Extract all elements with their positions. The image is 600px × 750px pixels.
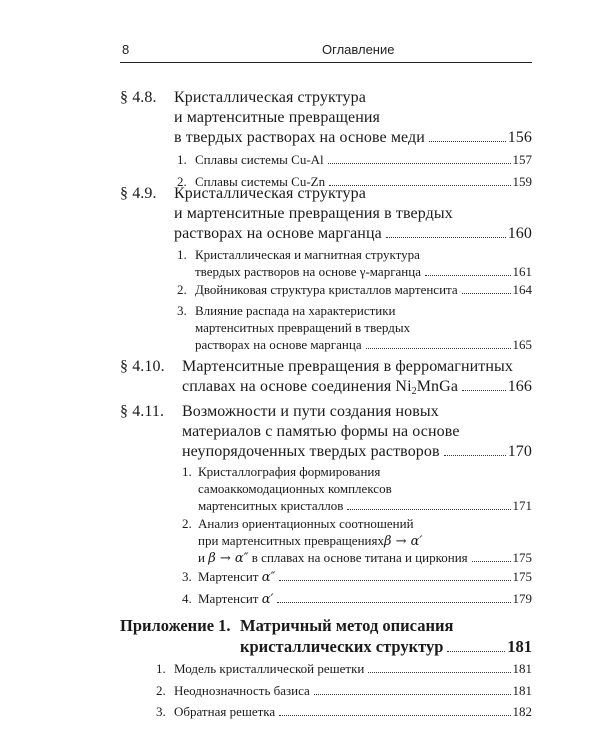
page-ref: 175 (512, 569, 532, 584)
toc-entry-4-8[interactable] (174, 128, 532, 148)
page-ref: 160 (507, 225, 532, 242)
page-ref: 175 (512, 550, 532, 565)
toc-entry-4-10[interactable] (182, 377, 532, 402)
toc-entry-appendix-1-2[interactable] (174, 681, 532, 701)
item-number: 1. (156, 661, 166, 676)
toc-entry-4-9-1[interactable] (195, 262, 532, 282)
leader-dots (279, 715, 510, 716)
item-number: 2. (182, 516, 192, 531)
item-number: 1. (177, 152, 187, 167)
item-title-line-1: Влияние распада на характеристики (195, 303, 396, 318)
item-title-line-3: и β → α″ в сплавах на основе титана и циркония (198, 550, 468, 566)
item-title: Модель кристаллической решетки (174, 661, 365, 676)
leader-dots (366, 348, 511, 349)
page-ref: 164 (512, 282, 532, 297)
toc-entry-appendix-1[interactable] (240, 637, 532, 657)
appendix-1-title-line-2: кристаллических структур (240, 637, 444, 656)
section-4-9-title-line-2: и мартенситные превращения в твердых (174, 205, 453, 222)
item-title-line-1: Анализ ориентационных соотношений (198, 516, 414, 531)
toc-entry-4-9-2[interactable] (195, 280, 532, 300)
leader-dots (462, 390, 506, 391)
item-title: Мартенсит α″ (198, 569, 276, 585)
item-title-line-2: мартенситных превращений в твердых (195, 320, 411, 335)
page-ref: 179 (512, 591, 532, 606)
section-4-9-number: § 4.9. (120, 185, 157, 202)
section-4-10-number: § 4.10. (120, 358, 165, 375)
leader-dots (425, 275, 511, 276)
leader-dots (328, 163, 511, 164)
item-number: 1. (177, 247, 187, 262)
leader-dots (462, 293, 511, 294)
page-ref: 182 (512, 704, 532, 719)
section-4-11-title-line-1: Возможности и пути создания новых (182, 403, 439, 420)
appendix-1-title-line-1: Матричный метод описания (240, 616, 454, 635)
item-number: 3. (156, 704, 166, 719)
page-ref: 170 (507, 443, 532, 460)
item-title: Обратная решетка (174, 704, 276, 719)
item-title-line-3: растворах на основе марганца (195, 337, 362, 352)
item-number: 3. (182, 569, 192, 584)
math-formula: β → α′ (383, 534, 423, 549)
section-4-9-title-line-3: растворах на основе марганца (174, 225, 382, 242)
item-number: 2. (156, 683, 166, 698)
leader-dots (472, 561, 511, 562)
toc-entry-4-11[interactable] (182, 442, 532, 462)
running-header (120, 40, 532, 63)
item-title-line-3: мартенситных кристаллов (198, 498, 344, 513)
section-4-8-title-line-1: Кристаллическая структура (174, 89, 366, 106)
toc-entry-4-9-3[interactable] (195, 335, 532, 355)
appendix-1-label: Приложение 1. (120, 616, 231, 635)
item-title: Двойниковая структура кристаллов мартенсита (195, 282, 458, 297)
item-number: 2. (177, 282, 187, 297)
section-4-10-title-line-2: сплавах на основе соединения $Ni_2MnGa$ (182, 378, 459, 397)
page-ref: 166 (507, 378, 532, 395)
leader-dots (314, 694, 511, 695)
section-4-9-title-line-1: Кристаллическая структура (174, 185, 366, 202)
toc-entry-4-11-2[interactable] (198, 548, 532, 569)
item-title: Мартенсит α′ (198, 591, 274, 607)
item-title-line-2: самоаккомодационных комплексов (198, 481, 392, 496)
item-number: 4. (182, 591, 192, 606)
item-title-line-2: при мартенситных превращениях β → α′ (198, 531, 422, 552)
toc-entry-appendix-1-3[interactable] (174, 702, 532, 722)
math-formula: β → α″ (208, 551, 249, 566)
leader-dots (386, 237, 506, 238)
leader-dots (277, 602, 510, 603)
leader-dots (447, 651, 505, 652)
item-number: 2. (177, 174, 187, 189)
section-4-10-title-line-1: Мартенситные превращения в ферромагнитных (182, 358, 513, 375)
leader-dots (279, 580, 510, 581)
item-title-line-1: Кристаллическая и магнитная структура (195, 247, 420, 262)
page-ref: 181 (512, 661, 532, 676)
leader-dots (444, 455, 506, 456)
toc-entry-4-8-1[interactable] (195, 150, 532, 170)
toc-entry-4-11-1[interactable] (198, 496, 532, 516)
toc-entry-4-11-4[interactable] (198, 589, 532, 610)
header-page-number: 8 (122, 42, 130, 57)
math-formula: α″ (261, 570, 276, 585)
leader-dots (368, 672, 510, 673)
section-4-11-title-line-3: неупорядоченных твердых растворов (182, 443, 440, 460)
header-title: Оглавление (322, 42, 395, 57)
page-ref: 165 (512, 337, 532, 352)
page-ref: 171 (512, 498, 532, 513)
section-4-11-number: § 4.11. (120, 403, 165, 420)
item-title: Сплавы системы Cu-Al (195, 152, 324, 167)
toc-entry-appendix-1-1[interactable] (174, 659, 532, 679)
section-4-8-title-line-3: в твердых растворах на основе меди (174, 129, 425, 146)
page-ref: 161 (512, 264, 532, 279)
leader-dots (347, 509, 510, 510)
leader-dots (429, 141, 506, 142)
item-title-line-1: Кристаллография формирования (198, 464, 381, 479)
page-ref: 157 (512, 152, 532, 167)
item-number: 3. (177, 303, 187, 318)
page-ref: 181 (512, 683, 532, 698)
item-number: 1. (182, 464, 192, 479)
math-formula: α′ (261, 592, 274, 607)
section-4-8-title-line-2: и мартенситные превращения (174, 109, 381, 126)
page-ref: 156 (507, 129, 532, 146)
item-title: Сплавы системы Cu-Zn (195, 174, 326, 189)
page-ref: 181 (507, 637, 532, 656)
toc-entry-4-11-3[interactable] (198, 567, 532, 588)
toc-entry-4-9[interactable] (174, 224, 532, 244)
page-ref: 159 (512, 174, 532, 189)
item-title-line-2: твердых растворов на основе γ-марганца (195, 264, 421, 279)
section-4-11-title-line-2: материалов с памятью формы на основе (182, 423, 460, 440)
section-4-8-number: § 4.8. (120, 89, 157, 106)
item-title: Неоднозначность базиса (174, 683, 310, 698)
